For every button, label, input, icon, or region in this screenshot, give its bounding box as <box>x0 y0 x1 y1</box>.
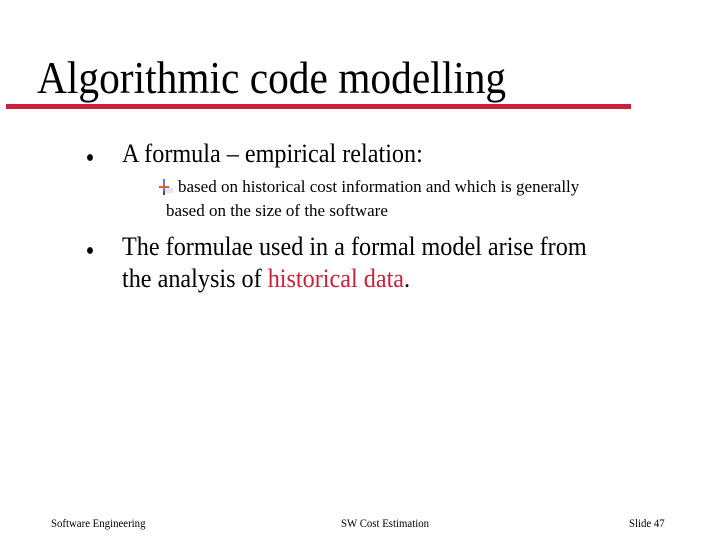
bullet-2-line-2 <box>122 263 410 295</box>
bullet-2-line-2-suffix: . <box>404 264 411 293</box>
bullet-1-text: A formula – empirical relation: <box>122 139 423 168</box>
footer-course: Software Engineering <box>51 516 146 530</box>
bullet-dot-icon <box>87 247 93 254</box>
footer-slide-number: Slide 47 <box>629 516 665 530</box>
footer-topic: SW Cost Estimation <box>341 516 430 530</box>
slide-title: Algorithmic code modelling <box>37 53 507 103</box>
bullet-2-line-1: The formulae used in a formal model arise from <box>122 232 587 261</box>
bullet-dot-icon <box>87 154 93 161</box>
sub-bullet-line-1: based on historical cost information and which is generally <box>178 177 580 196</box>
sub-bullet-line-2: based on the size of the software <box>166 201 388 220</box>
title-underline-bar <box>6 104 631 109</box>
title-underline <box>6 104 631 109</box>
pin-icon <box>157 178 175 196</box>
highlighted-term: historical data <box>267 264 405 293</box>
bullet-2-line-2-prefix: the analysis of <box>122 264 268 293</box>
